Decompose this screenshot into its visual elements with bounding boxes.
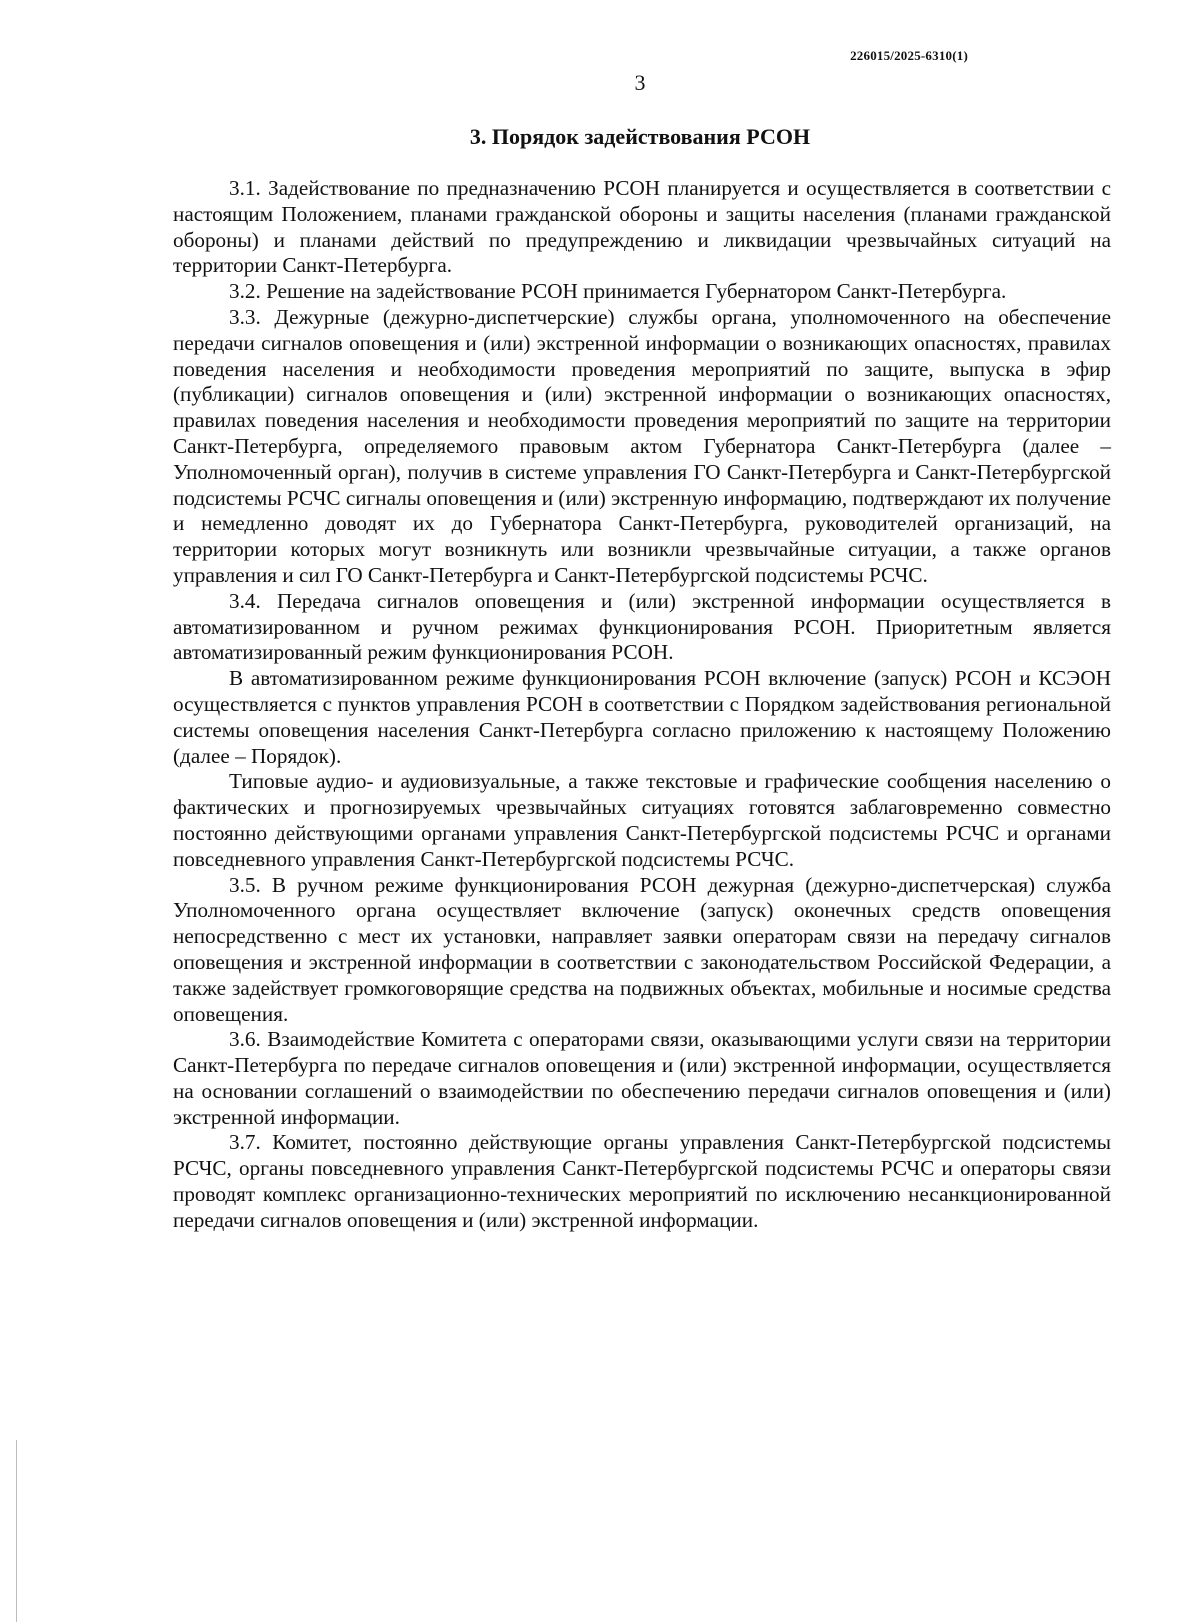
scan-edge-line (16, 1440, 17, 1622)
paragraph-3-7: 3.7. Комитет, постоянно действующие органы управления Санкт-Петербургской подсистемы РСЧС, органы повседневного управления Санкт-Петербургской подсистемы РСЧС и операторы связи проводят комплекс организационно-технических мероприятий по исключению несанкционированной передачи сигналов оповещения и (или) экстренной информации. (173, 1130, 1111, 1232)
paragraph-3-4: 3.4. Передача сигналов оповещения и (или) экстренной информации осуществляется в автоматизированном и ручном режимах функционирования РСОН. Приоритетным является автоматизированный режим функционирования РСОН. (173, 588, 1111, 665)
paragraph-automated-mode: В автоматизированном режиме функционирования РСОН включение (запуск) РСОН и КСЭОН осуществляется с пунктов управления РСОН в соответствии с Порядком задействования региональной системы оповещения населения Санкт-Петербурга согласно приложению к настоящему Положению (далее – Порядок). (173, 666, 1111, 768)
paragraph-3-1: 3.1. Задействование по предназначению РСОН планируется и осуществляется в соответствии с настоящим Положением, планами гражданской обороны и защиты населения (планами гражданской обороны) и планами действий по предупреждению и ликвидации чрезвычайных ситуаций на территории Санкт-Петербурга. (173, 176, 1111, 278)
paragraph-3-2: 3.2. Решение на задействование РСОН принимается Губернатором Санкт-Петербурга. (229, 279, 1007, 304)
document-registration-number: 226015/2025-6310(1) (850, 48, 968, 63)
paragraph-standard-messages: Типовые аудио- и аудиовизуальные, а также текстовые и графические сообщения населению о фактических и прогнозируемых чрезвычайных ситуациях готовятся заблаговременно совместно постоянно действующими органами управления Санкт-Петербургской подсистемы РСЧС и органами повседневного управления Санкт-Петербургской подсистемы РСЧС. (173, 769, 1111, 871)
section-title: 3. Порядок задействования РСОН (469, 124, 811, 149)
document-body (173, 176, 1111, 1234)
page-number: 3 (634, 70, 646, 95)
paragraph-3-6: 3.6. Взаимодействие Комитета с операторами связи, оказывающими услуги связи на территории Санкт-Петербурга по передаче сигналов оповещения и (или) экстренной информации, осуществляется на основании соглашений о взаимодействии по обеспечению передачи сигналов оповещения и (или) экстренной информации. (173, 1027, 1111, 1129)
paragraph-3-3: 3.3. Дежурные (дежурно-диспетчерские) службы органа, уполномоченного на обеспечение передачи сигналов оповещения и (или) экстренной информации о возникающих опасностях, правилах поведения населения и необходимости проведения мероприятий по защите, выпуска в эфир (публикации) сигналов оповещения и (или) экстренной информации о возникающих опасностях, правилах поведения населения и необходимости проведения мероприятий по защите на территории Санкт-Петербурга, определяемого правовым актом Губернатора Санкт-Петербурга (далее – Уполномоченный орган), получив в системе управления ГО Санкт-Петербурга и Санкт-Петербургской подсистемы РСЧС сигналы оповещения и (или) экстренную информацию, подтверждают их получение и немедленно доводят их до Губернатора Санкт-Петербурга, руководителей организаций, на территории которых могут возникнуть или возникли чрезвычайные ситуации, а также органов управления и сил ГО Санкт-Петербурга и Санкт-Петербургской подсистемы РСЧС. (173, 304, 1111, 587)
paragraph-3-5: 3.5. В ручном режиме функционирования РСОН дежурная (дежурно-диспетчерская) служба Уполномоченного органа осуществляет включение (запуск) оконечных средств оповещения непосредственно с мест их установки, направляет заявки операторам связи на передачу сигналов оповещения и экстренной информации в соответствии с законодательством Российской Федерации, а также задействует громкоговорящие средства на подвижных объектах, мобильные и носимые средства оповещения. (173, 872, 1111, 1026)
